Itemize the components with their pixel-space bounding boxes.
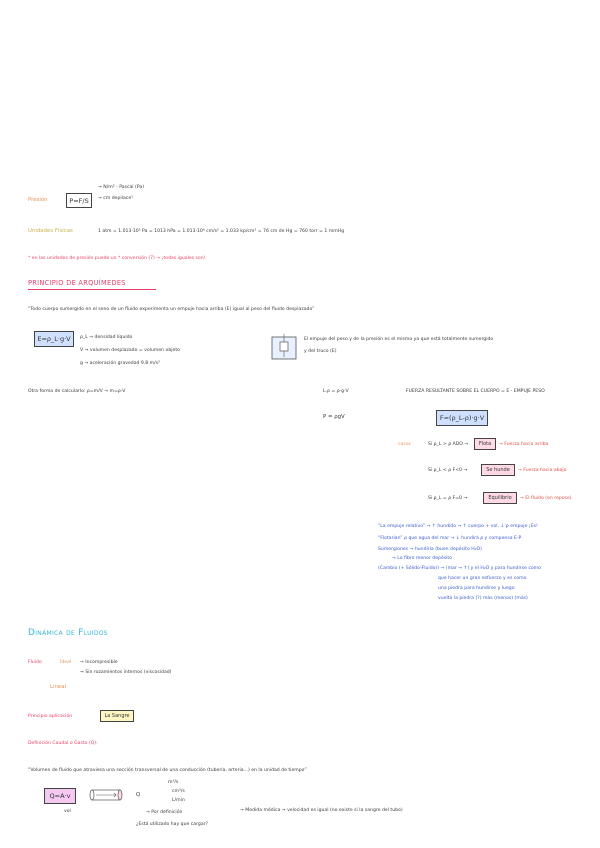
blue-note-6: que hacer un gran esfuerzo y es como: [438, 576, 527, 581]
fuerza-title: FUERZA RESULTANTE SOBRE EL CUERPO = E - EMPUJE PESO: [406, 389, 545, 394]
principio-label: Principio aplicación: [28, 714, 73, 719]
arquimedes-legend-1: ρ_L → densidad líquido: [80, 335, 133, 340]
definicion-caudal: Definición Caudal o Gasto (Q):: [28, 741, 98, 746]
ideal-label: Ideal: [60, 660, 72, 665]
case-2-lhs: Si ρ_L < ρ F<0 →: [428, 468, 468, 473]
vessel-sketch: [270, 332, 300, 360]
unidades-title: Unidades Físicas: [28, 228, 73, 234]
case-1-lhs: Si ρ_L > ρ ADO →: [428, 442, 469, 447]
case-1-note: → Fuerza hacia arriba: [499, 442, 549, 447]
blue-note-7: una piedra para hundirse y luego: [438, 586, 515, 591]
case-3-label: Equilibrio: [483, 492, 517, 504]
casos-label: casos: [398, 442, 411, 447]
eq-left-2: P = ρgV: [323, 414, 345, 420]
fluido-label: Fluido: [28, 660, 42, 665]
ideal-point-1: → Incompresible: [80, 660, 118, 665]
unit-3: L/min: [172, 798, 185, 803]
ideal-point-2: → Sin rozamientos internos (viscosidad): [80, 670, 172, 675]
principio-value: La Sangre: [100, 710, 134, 722]
case-3-note: → El fluido (en reposo): [520, 496, 572, 501]
pipe-sketch: [86, 786, 126, 804]
unit-2: cm³/s: [172, 789, 185, 794]
vessel-note-2: y del truco (E): [304, 349, 337, 354]
blue-note-2: “Flotarían” ρ que agua del mar → ↓ hundirá ρ y compensa E-P: [378, 536, 522, 541]
caudal-formula: Q=A·v: [44, 788, 76, 804]
otra-forma: Otra forma de calcularlo: ρ=m/V → m=ρ·V: [28, 389, 126, 394]
eq-left-1: L.ρ = ρ·g·V: [323, 389, 349, 394]
question: ¿Está utilizado hay que cargar?: [136, 822, 208, 827]
vol-label: vol: [64, 809, 71, 814]
blue-note-8: vuelta la piedra (?) más (menos) (más): [438, 596, 528, 601]
arquimedes-title: PRINCIPIO DE ARQUÍMEDES: [28, 279, 126, 287]
blue-note-5: (Cambio (+ Sólido-Fluido)) → (mar → ↑) y el H₂O y para hundirse como: [378, 566, 541, 571]
case-2-label: Se hunde: [481, 464, 515, 476]
q-diagram: Q: [136, 792, 141, 798]
diagram-note-1: → Por definición: [146, 810, 183, 815]
arquimedes-legend-2: V → volumen desplazado = volumen objeto: [80, 348, 180, 353]
vessel-note-1: El empuje del peso y de la presión es el mismo ya que está totalmente sumergido: [304, 337, 494, 342]
arquimedes-formula: E=ρ_L·g·V: [34, 331, 74, 347]
presion-note-2: → cm depilace¹: [98, 196, 133, 201]
presion-note-1: → N/m² - Pascal (Pa): [98, 185, 144, 190]
arquimedes-legend-3: g → aceleración gravedad 9.8 m/s²: [80, 361, 160, 366]
unit-1: m³/s: [168, 780, 179, 785]
case-1-label: Flota: [474, 438, 496, 450]
caudal-quote: “Volumen de fluido que atraviesa una sección transversal de una conducción (tubería, arteria...) en la unidad de tiempo”: [28, 768, 307, 773]
fuerza-formula: F=(ρ_L-ρ)·g·V: [436, 410, 488, 426]
blue-note-1: “La empuje relativo” → ↑ hundido → ↑ cuerpo + vol. ↓ ρ empuje ¡Es!: [378, 524, 538, 529]
lineal-label: Lineal: [50, 684, 67, 690]
presion-title: Presión: [28, 197, 48, 203]
dinamica-title: Dinámica de Fluidos: [28, 628, 108, 638]
nota-unidades: * en las unidades de presión puede un * conversión (7) → ¡todas iguales son!: [28, 256, 206, 261]
arquimedes-quote: “Todo cuerpo sumergido en el seno de un fluido experimenta un empuje hacia arriba (E) igual al peso del fluido desplazado”: [28, 307, 315, 312]
right-note: → Medida médica → velocidad es igual (no existe si la sangre del tubo): [240, 808, 403, 813]
presion-formula: P=F/S: [66, 193, 92, 208]
blue-note-4: → Lo ﬁbro menor depósito: [392, 556, 453, 561]
arquimedes-underline: [28, 289, 156, 290]
unidades-text: 1 atm = 1.013·10⁵ Pa = 1013 hPa = 1.013·10⁶ cm/s² = 1.033 kp/cm² = 76 cm de Hg = 760 torr = 1 mmHg: [98, 229, 345, 234]
case-3-lhs: Si ρ_L = ρ F=0 →: [428, 496, 468, 501]
blue-note-3: Sumergiones → hundiría (buen depósito H₂O): [378, 547, 482, 552]
case-2-note: → Fuerza hacia abajo: [518, 468, 567, 473]
